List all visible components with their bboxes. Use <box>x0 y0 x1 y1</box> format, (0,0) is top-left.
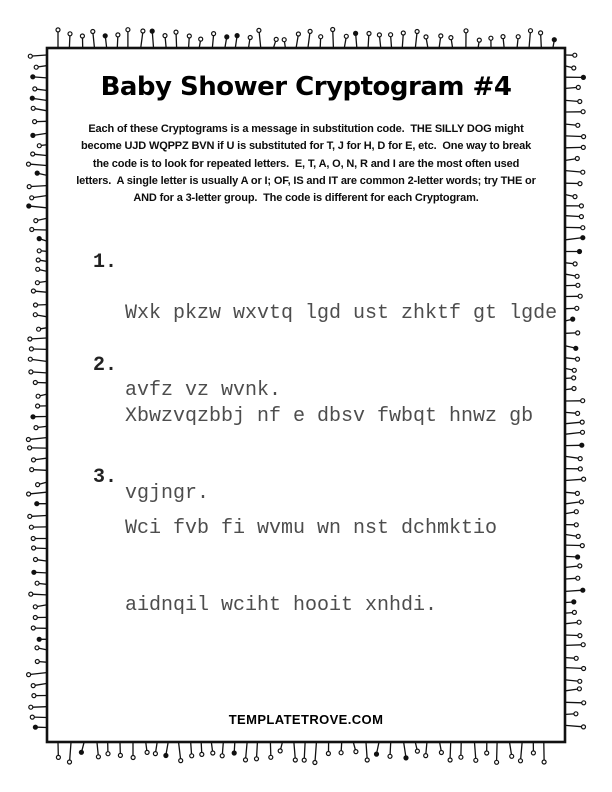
cryptogram-line: Wci fvb fi wvmu wn nst dchmktio <box>125 517 498 540</box>
cryptogram-line: Wxk pkzw wxvtq lgd ust zhktf gt lgde <box>125 302 558 325</box>
cryptogram-line: Xbwzvqzbbj nf e dbsv fwbqt hnwz gb <box>125 405 534 428</box>
cryptogram-item-text <box>125 465 497 669</box>
cryptogram-line: vgjngr. <box>125 481 210 505</box>
cryptogram-line: aidnqil wciht hooit xnhdi. <box>125 593 438 617</box>
instructions-line: the code is to look for repeated letters. E, T, A, O, N, R and I are the most often used <box>92 157 520 170</box>
cryptogram-item-number: 3. <box>93 466 118 489</box>
cryptogram-item-number: 1. <box>93 251 118 274</box>
instructions-line: letters. A single letter is usually A or I; OF, IS and IT are common 2-letter words; try THE or <box>76 174 536 187</box>
instructions-line: become UJD WQPPZ BVN if U is substituted for T, J for H, D for E, etc. One way to break <box>80 140 532 153</box>
instructions-line: Each of these Cryptograms is a message in substitution code. THE SILLY DOG might <box>88 123 524 135</box>
page-title: Baby Shower Cryptogram #4 <box>100 72 512 102</box>
footer-site-name: TEMPLATETROVE.COM <box>228 712 384 727</box>
cryptogram-item-3 <box>93 465 497 669</box>
cryptogram-line: avfz vz wvnk. <box>125 378 282 402</box>
instructions-line: AND for a 3-letter group. The code is different for each Cryptogram. <box>133 192 479 205</box>
instructions-paragraph <box>51 121 561 207</box>
cryptogram-item-number: 2. <box>93 354 118 377</box>
